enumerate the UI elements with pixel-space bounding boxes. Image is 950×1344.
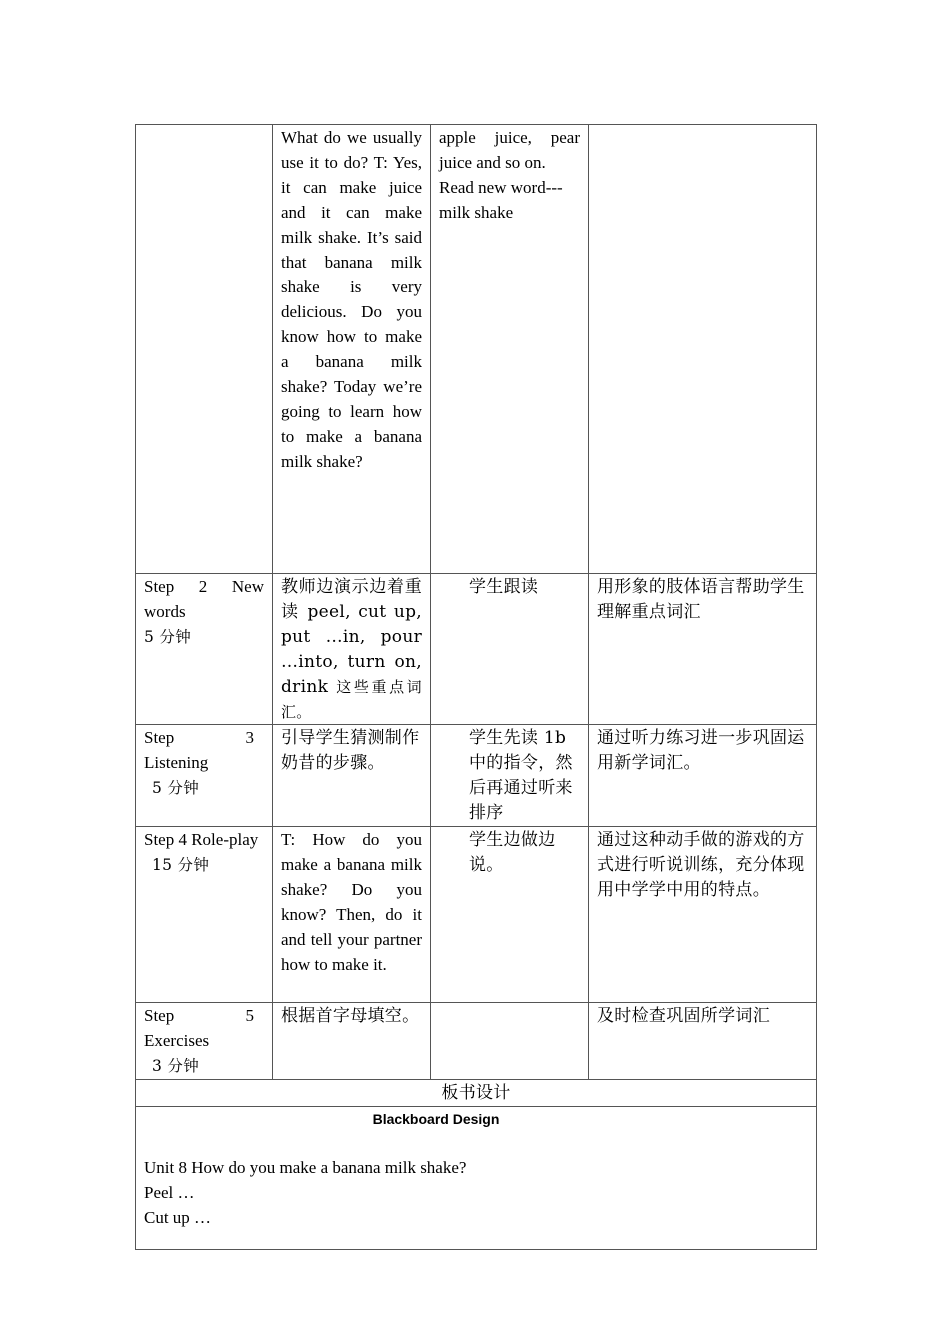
- student-activity-line: Read new word---milk shake: [439, 177, 563, 222]
- blackboard-line: Unit 8 How do you make a banana milk shake?: [144, 1157, 467, 1177]
- step-cell: [136, 125, 273, 574]
- blackboard-title: Blackboard Design: [372, 1110, 500, 1127]
- step-time: 15 分钟: [152, 855, 210, 874]
- step-cell: [136, 1003, 273, 1080]
- table-row: [136, 725, 817, 827]
- step-time: 3 分钟: [152, 1056, 199, 1075]
- purpose-cell: [589, 125, 817, 574]
- table-row: [136, 574, 817, 725]
- purpose-cell: 用形象的肢体语言帮助学生理解重点词汇: [589, 574, 817, 725]
- blackboard-line: Peel …: [144, 1182, 195, 1202]
- student-activity-cell: 学生边做边说。: [431, 827, 589, 1003]
- student-activity-cell: 学生跟读: [431, 574, 589, 725]
- step-time: 5 分钟: [152, 779, 199, 798]
- teacher-activity-cell: What do we usually use it to do? T: Yes, it can make juice and it can make milk shake. It’s said that banana milk shake is very delicious. Do you know how to make a banana milk shake? Today we’re going to learn how to make a banana milk shake?: [273, 125, 431, 574]
- blackboard-line: Cut up …: [144, 1207, 212, 1227]
- student-activity-cell: [431, 1003, 589, 1080]
- blackboard-row: [136, 1106, 817, 1249]
- step-cell: [136, 725, 273, 827]
- teacher-activity-cell: 根据首字母填空。: [273, 1003, 431, 1080]
- table-row: [136, 125, 817, 574]
- step-cell: [136, 827, 273, 1003]
- step-cell: [136, 574, 273, 725]
- board-heading: 板书设计: [136, 1079, 817, 1106]
- teacher-activity-cell: [273, 574, 431, 725]
- purpose-cell: 及时检查巩固所学词汇: [589, 1003, 817, 1080]
- student-activity-cell: [431, 125, 589, 574]
- step-name: Step 3 Listening: [144, 728, 254, 773]
- teacher-activity-cell: T: How do you make a banana milk shake? Do you know? Then, do it and tell your partner how to make it.: [273, 827, 431, 1003]
- step-name: Step 4 Role-play: [144, 830, 259, 850]
- purpose-cell: 通过听力练习进一步巩固运用新学词汇。: [589, 725, 817, 827]
- purpose-cell: 通过这种动手做的游戏的方式进行听说训练，充分体现用中学学中用的特点。: [589, 827, 817, 1003]
- teacher-activity-text: 教师边演示边着重读 peel, cut up, put …in, pour …into, turn on, drink: [281, 577, 422, 697]
- step-time: 5 分钟: [144, 627, 191, 646]
- board-heading-row: [136, 1079, 817, 1106]
- student-activity-line: apple juice, pear juice and so on.: [439, 128, 580, 172]
- blackboard-cell: [136, 1106, 817, 1249]
- step-name: Step 2 New words: [144, 577, 264, 621]
- teacher-activity-cell: 引导学生猜测制作奶昔的步骤。: [273, 725, 431, 827]
- student-activity-cell: 学生先读 1b 中的指令，然后再通过听来排序: [431, 725, 589, 827]
- step-name: Step 5 Exercises: [144, 1006, 254, 1050]
- teacher-activity-tail: 这些重点词汇。: [281, 677, 422, 721]
- lesson-plan-table: [135, 124, 817, 1250]
- table-row: [136, 827, 817, 1003]
- table-row: [136, 1003, 817, 1080]
